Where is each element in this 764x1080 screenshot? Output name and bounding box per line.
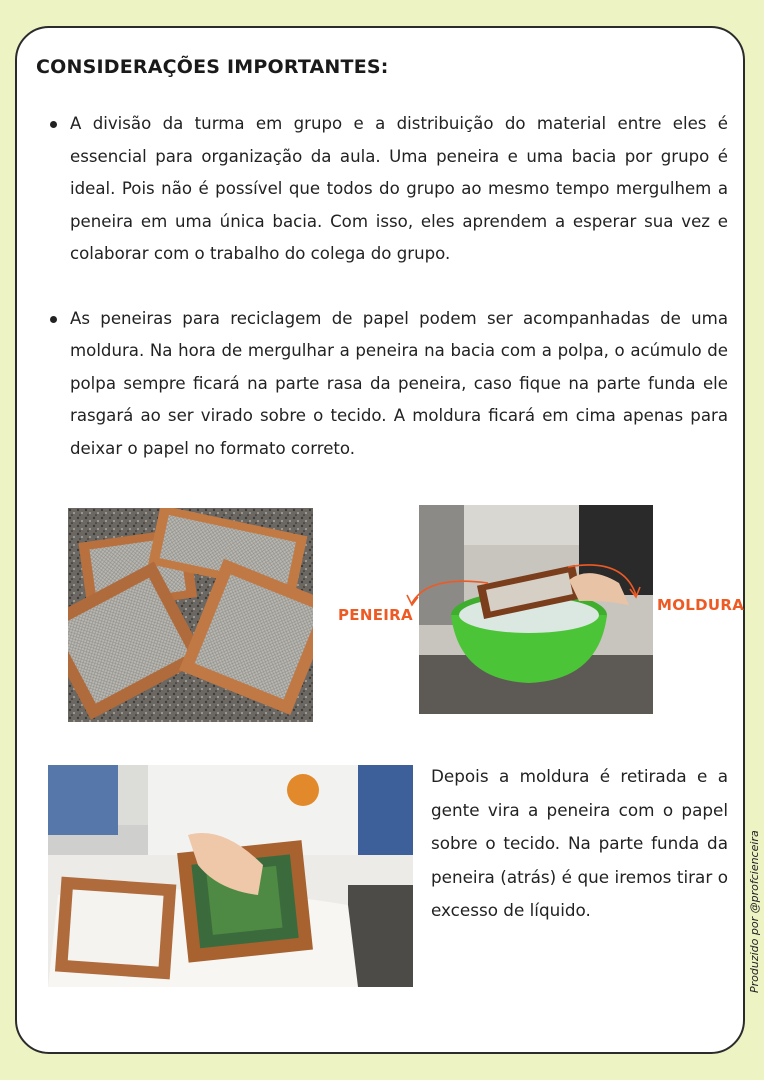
bullet-item [44,303,728,466]
side-paragraph: Depois a moldura é retirada e a gente vira a peneira com o papel sobre o tecido. Na parte funda da peneira (atrás) é que iremos tirar o excesso de líquido. [431,766,728,920]
page-title: CONSIDERAÇÕES IMPORTANTES: [36,56,389,78]
moldura-label: MOLDURA [657,596,745,614]
peneira-label: PENEIRA [338,606,413,624]
bullet-dot-icon [50,316,57,323]
bullet-list [44,108,728,497]
bullet-item [44,108,728,271]
photo-sieves-on-table [68,508,313,722]
bullet-dot-icon [50,121,57,128]
photo-child-pressing-sieve [48,765,413,987]
credit-text: Produzido por @profcienceira [748,830,761,993]
bullet-text: A divisão da turma em grupo e a distribuição do material entre eles é essencial para organização da aula. Uma peneira e uma bacia por grupo é ideal. Pois não é possível que todos do grupo ao mesmo tempo mergulhem a peneira em uma única bacia. Com isso, eles aprendem a esperar sua vez e colaborar com o trabalho do colega do grupo. [70,114,728,263]
bullet-text: As peneiras para reciclagem de papel podem ser acompanhadas de uma moldura. Na hora de mergulhar a peneira na bacia com a polpa, o acúmulo de polpa sempre ficará na parte rasa da peneira, caso fique na parte funda ele rasgará ao ser virado sobre o tecido. A moldura ficará em cima apenas para deixar o papel no formato correto. [70,308,728,458]
